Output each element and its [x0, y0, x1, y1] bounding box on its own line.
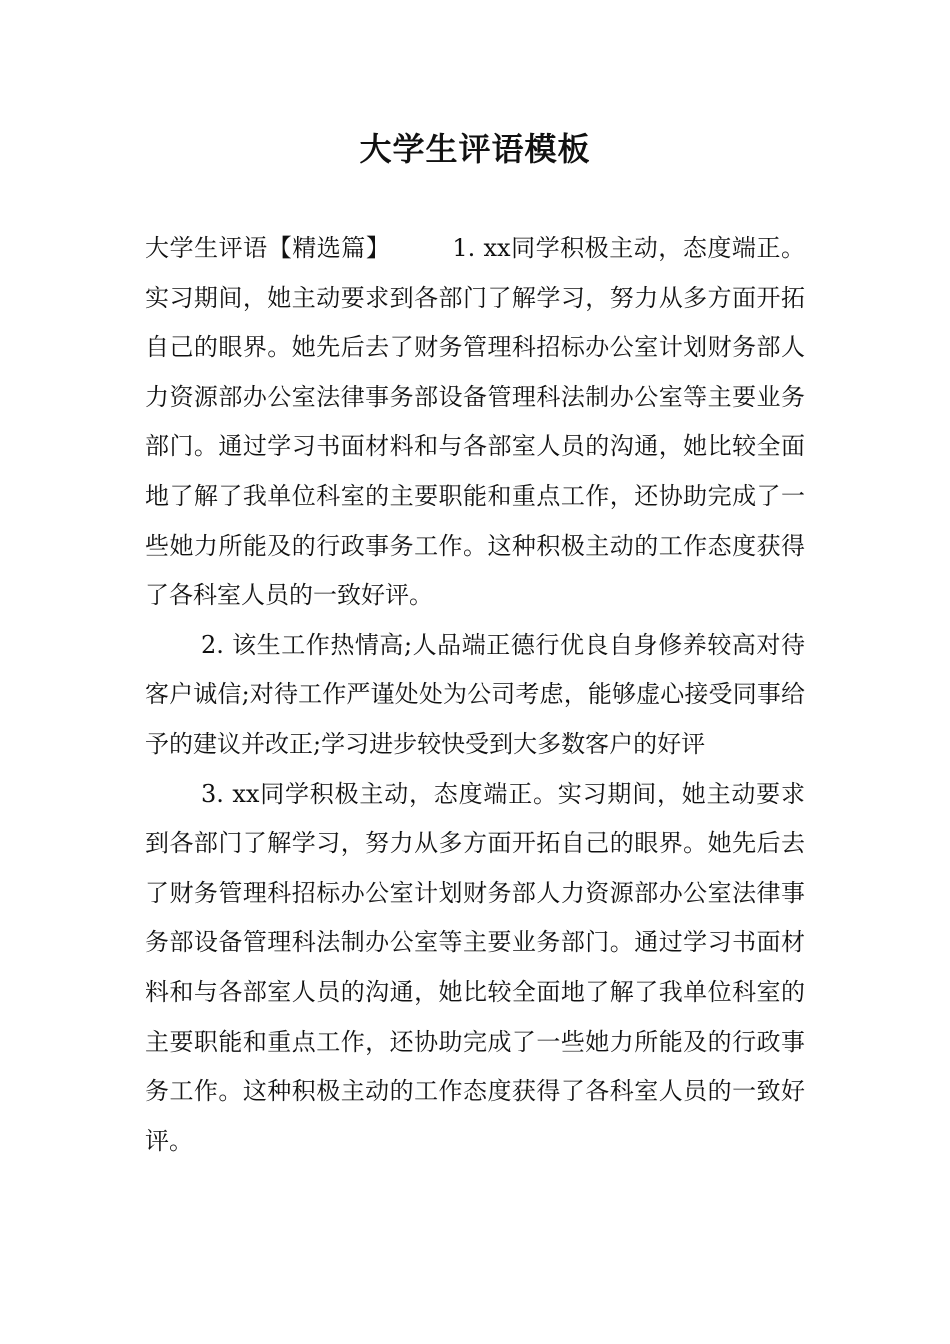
paragraph-1: [145, 224, 805, 621]
document-body: [145, 224, 805, 1166]
paragraph-1-text: 1. xx同学积极主动，态度端正。实习期间，她主动要求到各部门了解学习，努力从多方面开拓自己的眼界。她先后去了财务管理科招标办公室计划财务部人力资源部办公室法律事务部设备管理科法制办公室等主要业务部门。通过学习书面材料和与各部室人员的沟通，她比较全面地了解了我单位科室的主要职能和重点工作，还协助完成了一些她力所能及的行政事务工作。这种积极主动的工作态度获得了各科室人员的一致好评。: [145, 234, 805, 610]
page-title: 大学生评语模板: [359, 130, 591, 168]
paragraph-3: 3. xx同学积极主动，态度端正。实习期间，她主动要求到各部门了解学习，努力从多方面开拓自己的眼界。她先后去了财务管理科招标办公室计划财务部人力资源部办公室法律事务部设备管理科法制办公室等主要业务部门。通过学习书面材料和与各部室人员的沟通，她比较全面地了解了我单位科室的主要职能和重点工作，还协助完成了一些她力所能及的行政事务工作。这种积极主动的工作态度获得了各科室人员的一致好评。: [145, 779, 805, 1155]
paragraph-2: 2. 该生工作热情高;人品端正德行优良自身修养较高对待客户诚信;对待工作严谨处处为公司考虑，能够虚心接受同事给予的建议并改正;学习进步较快受到大多数客户的好评: [145, 630, 805, 758]
section-label: 大学生评语【精选篇】: [145, 234, 391, 262]
